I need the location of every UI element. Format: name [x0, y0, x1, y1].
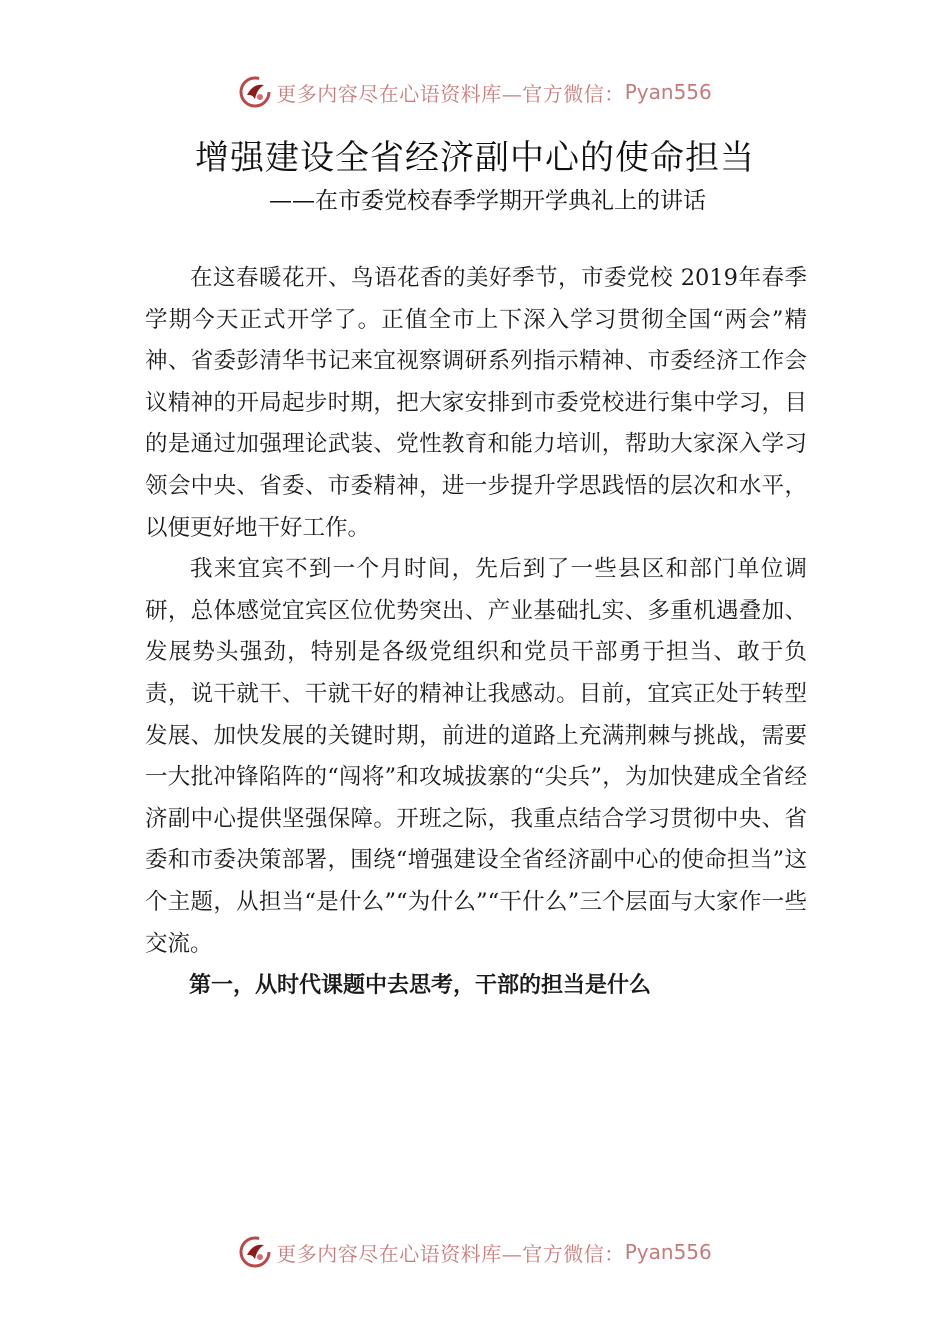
section-heading: 第一，从时代课题中去思考，干部的担当是什么 — [189, 973, 652, 999]
watermark-wechat-id: Pyan556 — [624, 80, 712, 104]
watermark-logo-icon — [238, 75, 272, 109]
document-title: 增强建设全省经济副中心的使命担当 — [195, 138, 755, 178]
document-subtitle: ——在市委党校春季学期开学典礼上的讲话 — [269, 188, 706, 214]
watermark-header — [0, 72, 950, 112]
paragraph: 在这春暖花开、鸟语花香的美好季节，市委党校 2019年春季学期今天正式开学了。正值全市上下深入学习贯彻全国“两会”精神、省委彭清华书记来宜视察调研系列指示精神、市委经济工作会议精神的开局起步时期，把大家安排到市委党校进行集中学习，目的是通过加强理论武装、党性教育和能力培训，帮助大家深入学习领会中央、省委、市委精神，进一步提升学思践悟的层次和水平，以便更好地干好工作。 — [145, 265, 807, 541]
watermark-text: 更多内容尽在心语资料库—官方微信： — [276, 1241, 625, 1266]
paragraph: 我来宜宾不到一个月时间，先后到了一些县区和部门单位调研，总体感觉宜宾区位优势突出、产业基础扎实、多重机遇叠加、发展势头强劲，特别是各级党组织和党员干部勇于担当、敢于负责，说干就干、干就干好的精神让我感动。目前，宜宾正处于转型发展、加快发展的关键时期，前进的道路上充满荆棘与挑战，需要一大批冲锋陷阵的“闯将”和攻城拔寨的“尖兵”，为加快建成全省经济副中心提供坚强保障。开班之际，我重点结合学习贯彻中央、省委和市委决策部署，围绕“增强建设全省经济副中心的使命担当”这个主题，从担当“是什么”“为什么”“干什么”三个层面与大家作一些交流。 — [145, 556, 807, 957]
watermark-footer — [0, 1232, 950, 1272]
document-body — [145, 258, 807, 1007]
watermark-logo-icon — [238, 1235, 272, 1269]
watermark-text: 更多内容尽在心语资料库—官方微信： — [276, 81, 625, 106]
watermark-wechat-id: Pyan556 — [624, 1240, 712, 1264]
